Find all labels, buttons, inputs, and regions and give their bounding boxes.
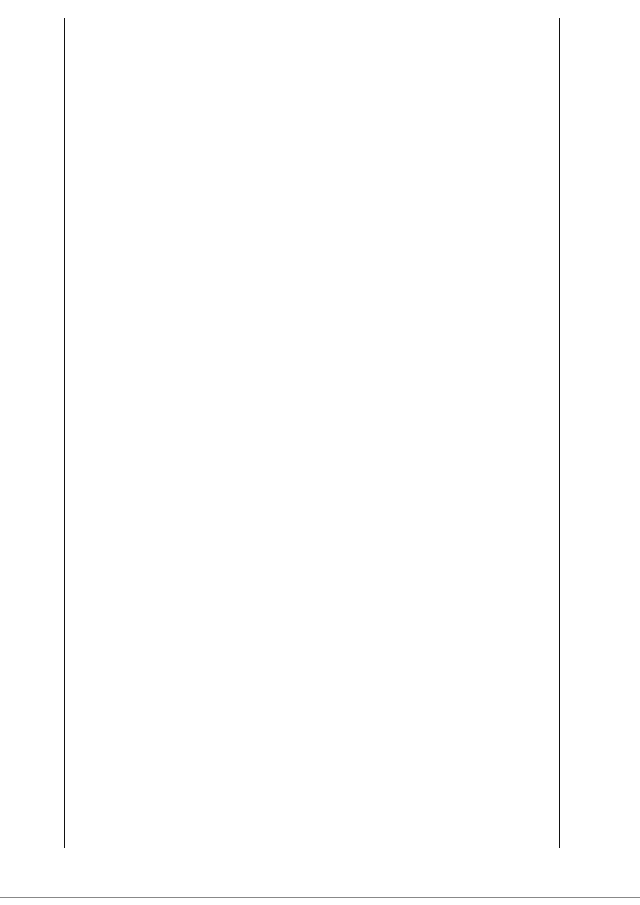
data-table [64,18,560,848]
bottom-rule [0,897,640,898]
